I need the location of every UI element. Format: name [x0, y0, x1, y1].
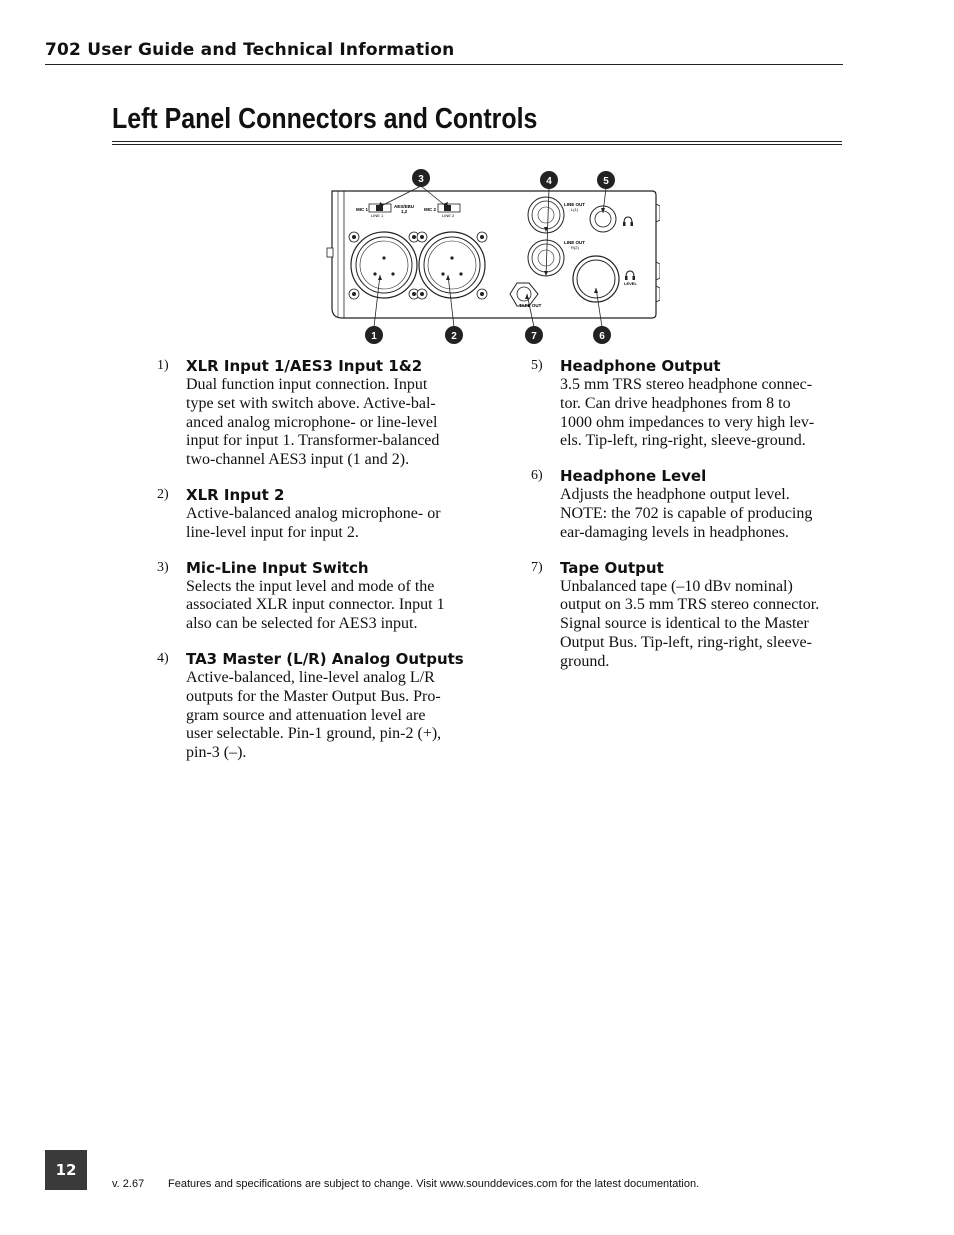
aes-ebu-label: AES/EBU	[394, 204, 415, 209]
line-out-l-label: LINE OUT	[564, 202, 585, 207]
heading-rule	[112, 141, 842, 142]
item-title: Mic-Line Input Switch	[186, 558, 369, 577]
item-number: 6)	[531, 468, 543, 484]
callout-5-label: 5	[603, 176, 609, 187]
right-column	[531, 356, 841, 672]
item-number: 4)	[157, 650, 169, 666]
running-header: 702 User Guide and Technical Information	[45, 40, 455, 60]
item-body: Dual function input connection. Input type set with switch above. Active-bal- anced analog microphone- or line-level input for input 1. Transformer-balanced two-channel AES3 input (1 and 2).	[186, 376, 440, 469]
footer-version: v. 2.67	[112, 1178, 145, 1190]
item-body: Active-balanced, line-level analog L/R outputs for the Master Output Bus. Pro- gram source and attenuation level are user selectable. Pin-1 ground, pin-2 (+), pin-3 (–).	[186, 668, 442, 762]
header-rule	[45, 64, 843, 65]
item-title: Headphone Output	[560, 357, 721, 375]
list-item	[531, 466, 841, 542]
item-number: 3)	[157, 559, 169, 575]
footer-note: Features and specifications are subject to change. Visit www.sounddevices.com for the latest documentation.	[168, 1178, 700, 1190]
tape-out-label: TAPE OUT	[519, 303, 542, 308]
list-item	[157, 356, 467, 470]
item-number: 7)	[531, 559, 543, 575]
line-out-r-label: LINE OUT	[564, 240, 585, 245]
list-item	[157, 558, 467, 634]
callout-6-label: 6	[599, 331, 605, 342]
item-number: 2)	[157, 486, 169, 502]
left-column	[157, 356, 467, 763]
page-number: 12	[45, 1150, 87, 1190]
list-item	[157, 649, 467, 763]
line-out-l-sub: L(1)	[571, 207, 579, 212]
aes-12-label: 1,2	[401, 209, 408, 214]
callout-7-label: 7	[531, 331, 537, 342]
callout-1-label: 1	[371, 331, 377, 342]
item-body: Active-balanced analog microphone- or line-level input for input 2.	[186, 504, 441, 541]
item-title: XLR Input 1/AES3 Input 1&2	[186, 357, 423, 375]
level-label: LEVEL	[624, 281, 637, 286]
line1-label: LINE 1	[371, 213, 384, 218]
callout-2-label: 2	[451, 331, 457, 342]
callout-3-label: 3	[418, 174, 424, 185]
item-number: 1)	[157, 358, 169, 373]
mic2-label: MIC 2	[424, 207, 437, 212]
callout-4-label: 4	[546, 176, 552, 187]
line-out-r-sub: R(2)	[571, 245, 579, 250]
item-title: TA3 Master (L/R) Analog Outputs	[186, 649, 464, 668]
line2-label: LINE 2	[442, 213, 455, 218]
left-panel-diagram	[324, 166, 660, 348]
item-title: XLR Input 2	[186, 485, 285, 504]
item-title: Headphone Level	[560, 467, 707, 486]
page-heading: Left Panel Connectors and Controls	[112, 103, 538, 135]
item-number: 5)	[531, 358, 543, 373]
item-body: Unbalanced tape (–10 dBv nominal) output on 3.5 mm TRS stereo connector. Signal source is identical to the Master Output Bus. Tip-left, ring-right, sleeve- ground.	[560, 577, 820, 670]
list-item	[531, 558, 841, 672]
item-body: Selects the input level and mode of the associated XLR input connector. Input 1 also can be selected for AES3 input.	[186, 577, 445, 633]
mic1-label: MIC 1	[356, 207, 369, 212]
item-body: Adjusts the headphone output level. NOTE: the 702 is capable of producing ear-damaging levels in headphones.	[560, 486, 813, 541]
heading-rule	[112, 144, 842, 145]
item-body: 3.5 mm TRS stereo headphone connec- tor. Can drive headphones from 8 to 1000 ohm impedances to very high lev- els. Tip-left, ring-right, sleeve-ground.	[560, 376, 815, 450]
list-item	[157, 485, 467, 543]
list-item	[531, 356, 841, 451]
item-title: Tape Output	[560, 558, 664, 577]
